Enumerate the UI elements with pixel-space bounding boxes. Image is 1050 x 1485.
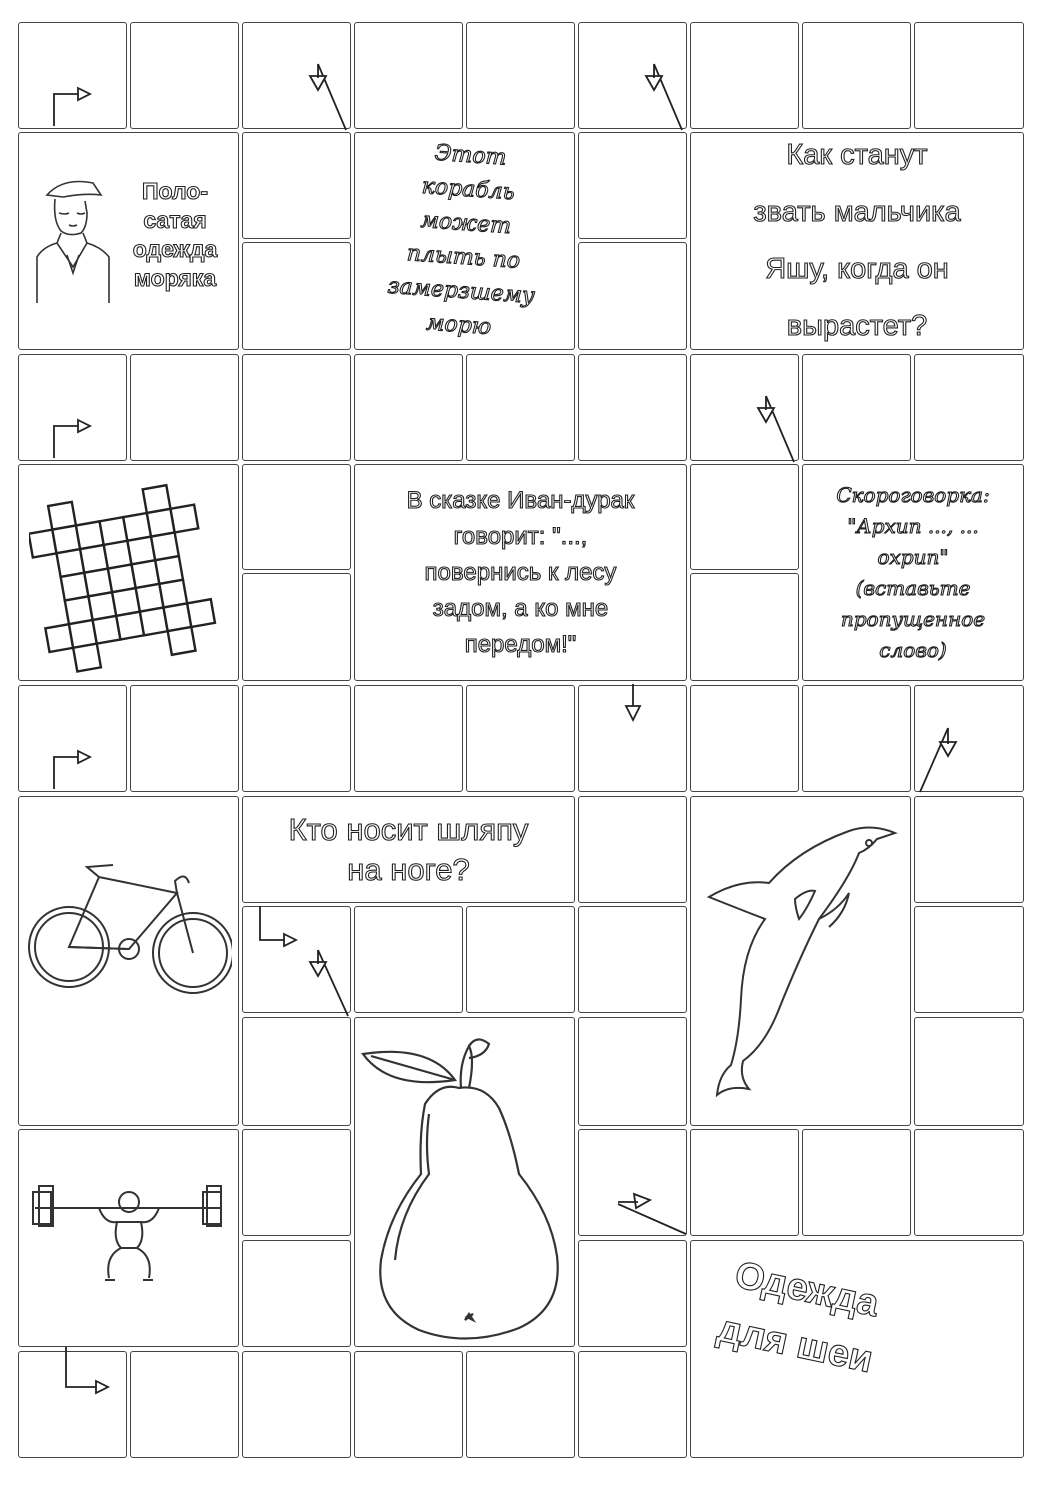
answer-cell[interactable]	[354, 685, 463, 792]
clue-sailor-clothing	[18, 132, 239, 350]
arrow-right-icon	[48, 414, 98, 462]
answer-cell[interactable]	[802, 22, 911, 129]
answer-cell[interactable]	[914, 906, 1024, 1013]
answer-cell[interactable]	[578, 1240, 687, 1347]
answer-cell[interactable]	[242, 1017, 351, 1126]
clue-yasha	[690, 132, 1024, 350]
answer-cell[interactable]	[690, 464, 799, 570]
pear-picture	[359, 1024, 573, 1344]
dolphin-picture-box	[690, 796, 911, 1126]
answer-cell[interactable]	[578, 132, 687, 239]
arrow-down-icon	[306, 944, 356, 1018]
arrow-down-icon	[642, 58, 692, 132]
clue-text: Как станут звать мальчика Яшу, когда он вырастет?	[753, 139, 961, 342]
clue-text: Кто носит шляпу на ноге?	[288, 811, 529, 887]
answer-cell[interactable]	[242, 1240, 351, 1347]
answer-cell[interactable]	[242, 242, 351, 350]
bicycle-picture	[27, 857, 232, 997]
answer-cell[interactable]	[354, 22, 463, 129]
answer-cell[interactable]	[130, 354, 239, 461]
arrow-right-icon	[612, 1190, 692, 1240]
answer-cell[interactable]	[242, 354, 351, 461]
answer-cell[interactable]	[578, 796, 687, 903]
answer-cell[interactable]	[578, 242, 687, 350]
answer-cell[interactable]	[354, 1351, 463, 1458]
bicycle-picture-box	[18, 796, 239, 1126]
answer-cell[interactable]	[130, 22, 239, 129]
answer-cell[interactable]	[914, 354, 1024, 461]
answer-cell[interactable]	[466, 354, 575, 461]
weightlifter-picture-box	[18, 1129, 239, 1347]
answer-cell[interactable]	[242, 573, 351, 681]
arrow-right-icon	[60, 1347, 116, 1401]
answer-cell[interactable]	[242, 1129, 351, 1236]
answer-cell[interactable]	[690, 1129, 799, 1236]
answer-cell[interactable]	[466, 22, 575, 129]
answer-cell[interactable]	[802, 1129, 911, 1236]
answer-cell[interactable]	[578, 1351, 687, 1458]
clue-hat-on-leg	[242, 796, 575, 903]
answer-cell[interactable]	[690, 22, 799, 129]
answer-cell[interactable]	[914, 1129, 1024, 1236]
dolphin-picture	[699, 809, 904, 1109]
arrow-right-icon	[48, 745, 98, 793]
answer-cell[interactable]	[466, 1351, 575, 1458]
answer-cell[interactable]	[690, 573, 799, 681]
clue-tongue-twister	[802, 464, 1024, 681]
arrow-down-icon	[306, 58, 356, 132]
answer-cell[interactable]	[914, 22, 1024, 129]
arrow-down-icon	[912, 722, 962, 796]
sailor-picture	[33, 173, 113, 303]
answer-cell[interactable]	[578, 906, 687, 1013]
mini-crossword-picture	[29, 473, 229, 673]
answer-cell[interactable]	[242, 685, 351, 792]
arrow-right-icon	[254, 906, 304, 950]
answer-cell[interactable]	[466, 685, 575, 792]
clue-text: В сказке Иван-дурак говорит: "..., повернись к лесу задом, а ко мне передом!"	[406, 486, 635, 658]
answer-cell[interactable]	[802, 685, 911, 792]
answer-cell[interactable]	[578, 1017, 687, 1126]
pear-picture-box	[354, 1017, 575, 1347]
clue-icebreaker	[354, 132, 575, 350]
answer-cell[interactable]	[242, 1351, 351, 1458]
arrow-down-icon	[620, 684, 646, 724]
clue-text: Скороговорка: "Архип ..., ... охрип" (вставьте пропущенное слово)	[836, 482, 990, 662]
clue-text: Одежда для шеи	[713, 1253, 883, 1382]
clue-text: Этот корабль может плыть по замерзшему морю	[386, 140, 536, 341]
answer-cell[interactable]	[466, 906, 575, 1013]
arrow-down-icon	[754, 390, 804, 464]
answer-cell[interactable]	[354, 354, 463, 461]
answer-cell[interactable]	[242, 464, 351, 570]
clue-neck-clothing	[690, 1240, 1024, 1458]
answer-cell[interactable]	[914, 796, 1024, 903]
answer-cell[interactable]	[354, 906, 463, 1013]
answer-cell[interactable]	[130, 1351, 239, 1458]
crossword-picture-box	[18, 464, 239, 681]
answer-cell[interactable]	[578, 354, 687, 461]
weightlifter-picture	[25, 1182, 235, 1292]
answer-cell[interactable]	[690, 685, 799, 792]
arrow-right-icon	[48, 82, 98, 130]
answer-cell[interactable]	[242, 132, 351, 239]
clue-text: Поло- сатая одежда моряка	[132, 178, 218, 291]
clue-ivan-fairytale	[354, 464, 687, 681]
answer-cell[interactable]	[802, 354, 911, 461]
answer-cell[interactable]	[914, 1017, 1024, 1126]
answer-cell[interactable]	[130, 685, 239, 792]
